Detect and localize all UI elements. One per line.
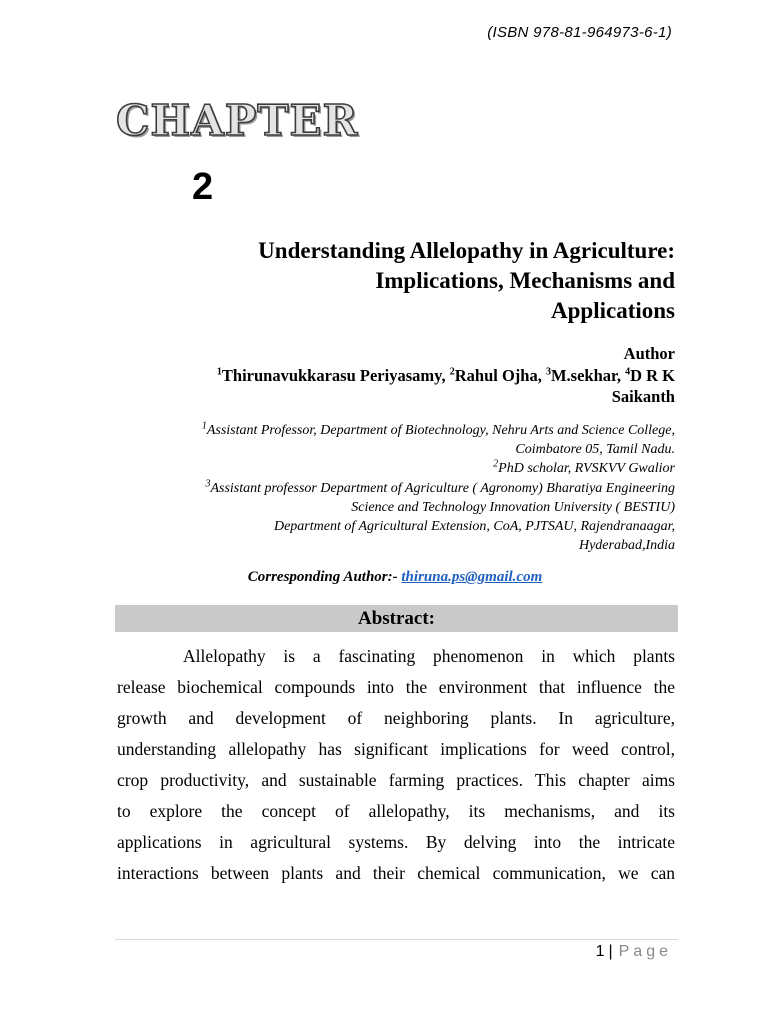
corresponding-author [112, 569, 678, 586]
affiliation-3-sup: 3 [205, 477, 211, 489]
affiliation-3-text: Assistant professor Department of Agriculture ( Agronomy) Bharatiya Engineering [210, 480, 675, 496]
affiliation-1-line-1 [112, 421, 675, 440]
author-3-name: M.sekhar, [550, 365, 626, 385]
affiliation-1-sup: 1 [201, 420, 207, 432]
affiliation-2-line-1 [112, 459, 675, 478]
author-2-name: Rahul Ojha, [454, 365, 546, 385]
corresponding-author-label: Corresponding Author:- [247, 569, 402, 585]
affiliation-4-line-1: Department of Agricultural Extension, CoA, PJTSAU, Rajendranaagar, [273, 519, 675, 535]
author-2-sup: 2 [449, 366, 455, 377]
corresponding-author-email-link[interactable]: thiruna.ps@gmail.com [401, 569, 543, 585]
affiliation-1-text: Assistant Professor, Department of Biotechnology, Nehru Arts and Science College, [206, 423, 675, 438]
isbn-header: (ISBN 978-81-964973-6-1) [487, 24, 672, 41]
affiliation-3-line-1 [112, 479, 675, 498]
author-4-sup: 4 [625, 366, 631, 377]
author-1-name: Thirunavukkarasu Periyasamy, [221, 365, 450, 385]
page-footer [596, 943, 672, 961]
affiliation-2-sup: 2 [493, 458, 499, 470]
abstract-body [117, 641, 675, 889]
chapter-title [150, 236, 675, 326]
chapter-label: CHAPTER [116, 96, 359, 145]
abstract-line: release biochemical compounds into the environment that influence the [117, 677, 675, 697]
title-line-3: Applications [551, 298, 675, 323]
abstract-line: understanding allelopathy has significant implications for weed control, [117, 739, 675, 759]
author-block [150, 343, 675, 408]
affiliations [112, 421, 675, 555]
abstract-line: interactions between plants and their chemical communication, we can [117, 863, 675, 883]
affiliation-1-line-2: Coimbatore 05, Tamil Nadu. [515, 442, 675, 458]
affiliation-4-line-2: Hyderabad,India [578, 538, 675, 554]
author-names-line-1 [150, 365, 675, 387]
title-line-2: Implications, Mechanisms and [375, 268, 675, 293]
author-heading: Author [623, 344, 675, 363]
page-number: 1 [595, 943, 605, 960]
abstract-line: crop productivity, and sustainable farming practices. This chapter aims [117, 770, 675, 790]
author-4-name-part-1: D R K [630, 365, 675, 385]
abstract-line: applications in agricultural systems. By delving into the intricate [117, 832, 675, 852]
abstract-line: to explore the concept of allelopathy, its mechanisms, and its [117, 801, 675, 821]
abstract-line: Allelopathy is a fascinating phenomenon in which plants [183, 646, 675, 666]
abstract-line: growth and development of neighboring plants. In agriculture, [117, 708, 675, 728]
chapter-number: 2 [192, 166, 214, 208]
abstract-heading: Abstract: [115, 605, 678, 632]
author-3-sup: 3 [545, 366, 551, 377]
author-4-name-part-2: Saikanth [611, 387, 675, 406]
footer-divider [115, 939, 678, 940]
author-1-sup: 1 [216, 366, 222, 377]
title-line-1: Understanding Allelopathy in Agriculture: [258, 238, 675, 263]
page-label: Page [618, 943, 672, 960]
affiliation-3-line-2: Science and Technology Innovation University ( BESTIU) [351, 499, 675, 515]
page-separator: | [608, 943, 613, 960]
affiliation-2-text: PhD scholar, RVSKVV Gwalior [498, 461, 675, 477]
